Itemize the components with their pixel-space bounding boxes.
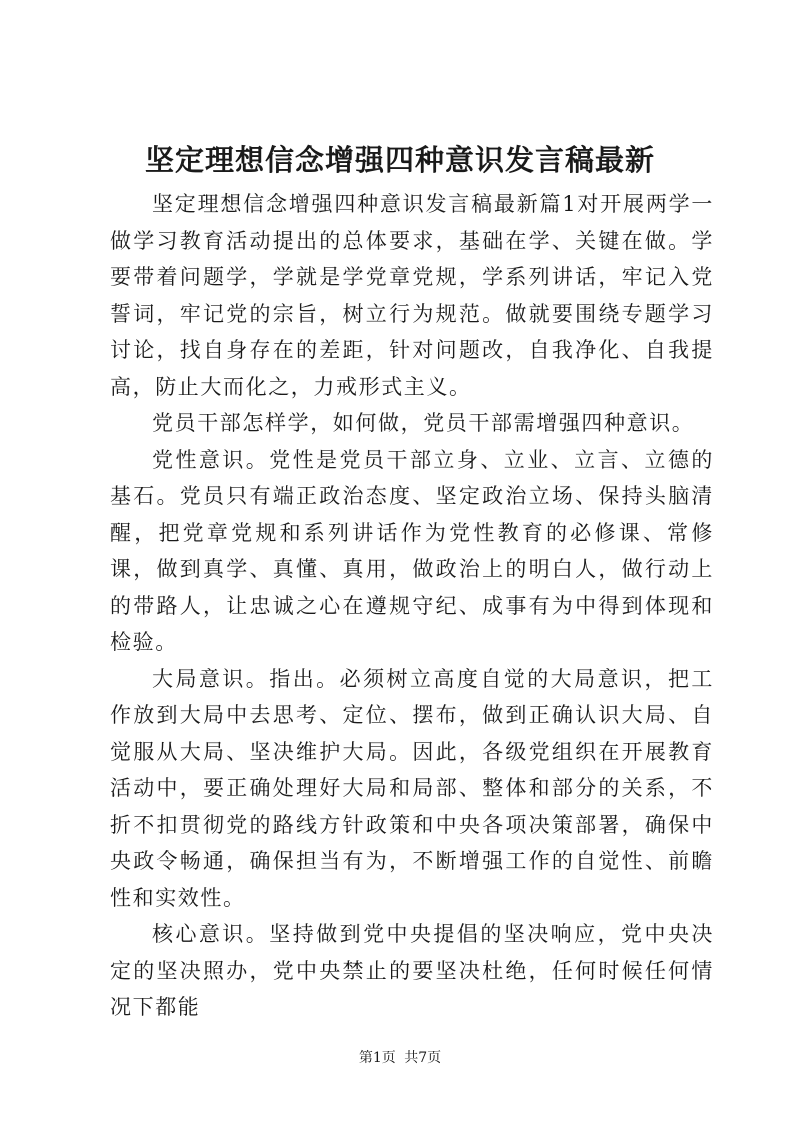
document-title: 坚定理想信念增强四种意识发言稿最新 — [144, 143, 655, 177]
page-total: 共7页 — [404, 1050, 442, 1066]
paragraph-3: 党性意识。党性是党员干部立身、立业、立言、立德的基石。党员只有端正政治态度、坚定政治立场、保持头脑清醒，把党章党规和系列讲话作为党性教育的必修课、常修课，做到真学、真懂、真用，做政治上的明白人，做行动上的带路人，让忠诚之心在遵规守纪、成事有为中得到体现和检验。 — [110, 447, 714, 654]
paragraph-1: 坚定理想信念增强四种意识发言稿最新篇1对开展两学一做学习教育活动提出的总体要求，基础在学、关键在做。学要带着问题学，学就是学党章党规，学系列讲话，牢记入党誓词，牢记党的宗旨，树立行为规范。做就要围绕专题学习讨论，找自身存在的差距，针对问题改，自我净化、自我提高，防止大而化之，力戒形式主义。 — [110, 192, 714, 399]
paragraph-2: 党员干部怎样学，如何做，党员干部需增强四种意识。 — [152, 411, 695, 435]
page-footer — [0, 1048, 800, 1068]
page-number: 第1页 — [358, 1050, 396, 1066]
paragraph-4: 大局意识。指出。必须树立高度自觉的大局意识，把工作放到大局中去思考、定位、摆布，做到正确认识大局、自觉服从大局、坚决维护大局。因此，各级党组织在开展教育活动中，要正确处理好大局和局部、整体和部分的关系，不折不扣贯彻党的路线方针政策和中央各项决策部署，确保中央政令畅通，确保担当有为，不断增强工作的自觉性、前瞻性和实效性。 — [110, 666, 714, 910]
document-body — [110, 186, 714, 1026]
paragraph-5: 核心意识。坚持做到党中央提倡的坚决响应，党中央决定的坚决照办，党中央禁止的要坚决杜绝，任何时候任何情况下都能 — [110, 922, 714, 1019]
